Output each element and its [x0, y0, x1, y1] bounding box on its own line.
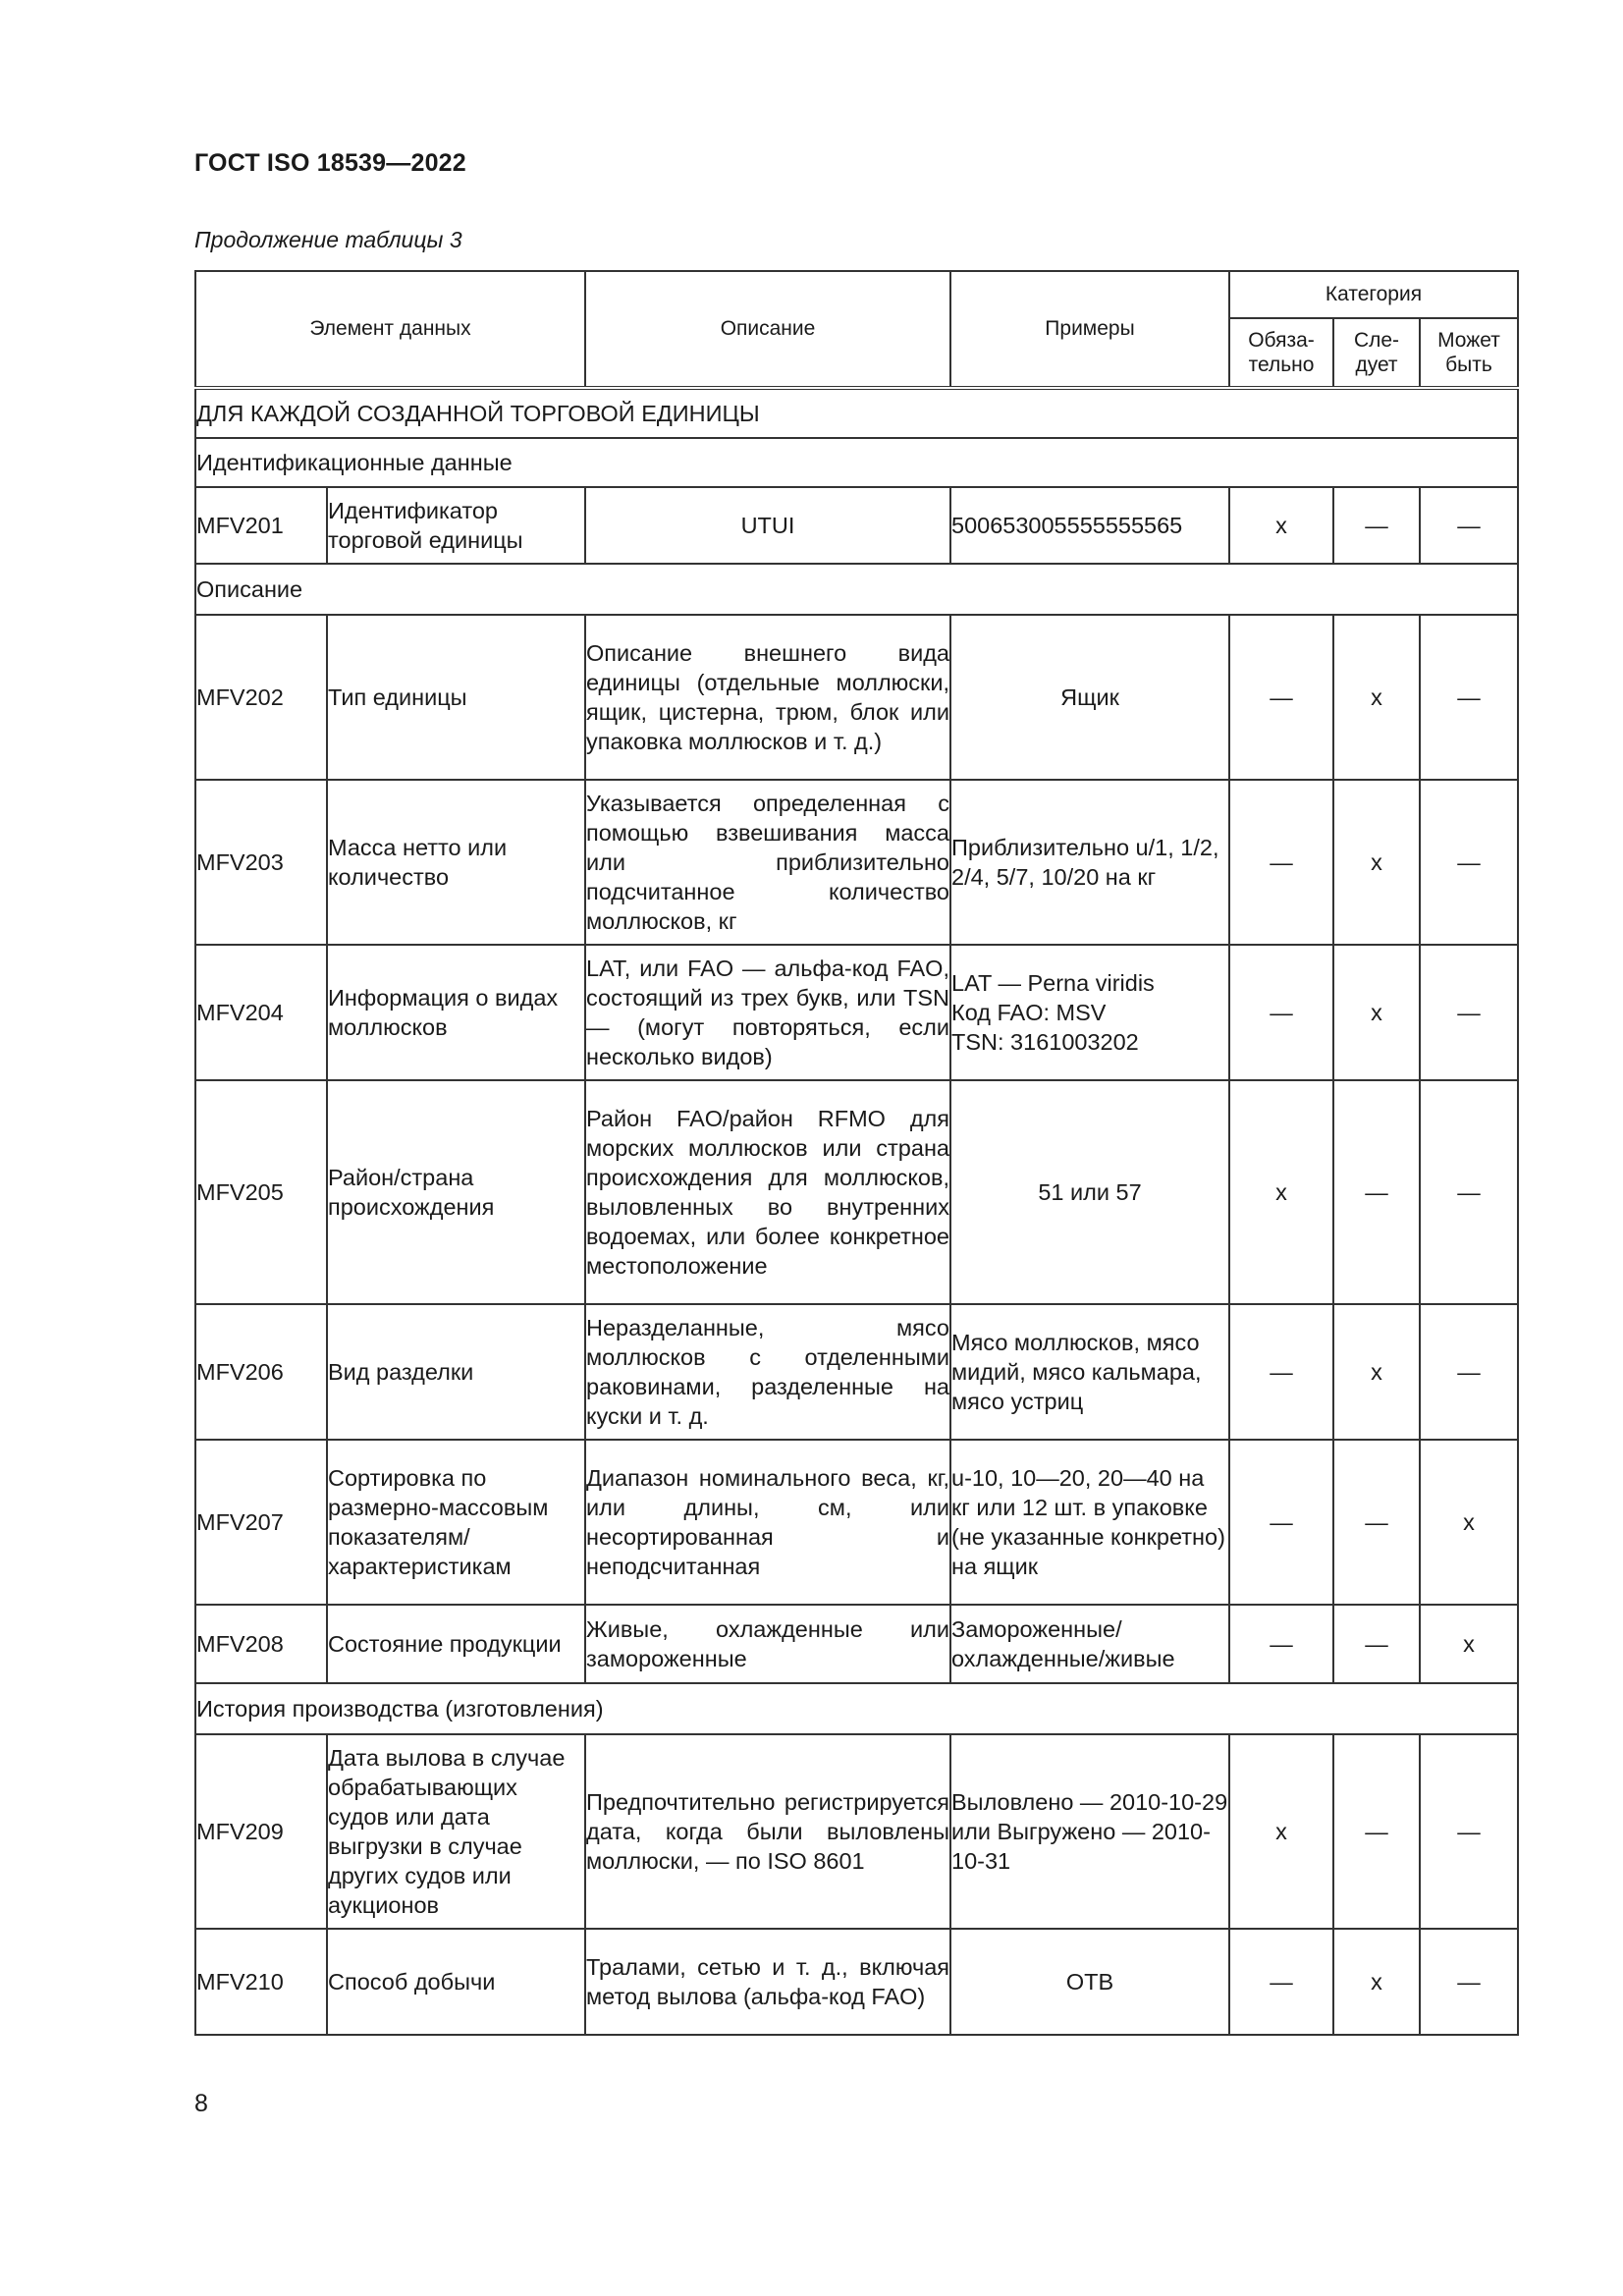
- row-description: Указывается определенная с помощью взвешивания масса или приблизительно подсчитанное количество моллюсков, кг: [585, 780, 950, 945]
- row-code: MFV205: [195, 1080, 327, 1304]
- table-row: [195, 487, 1518, 564]
- table-row: [195, 615, 1518, 780]
- row-should: x: [1333, 1929, 1420, 2035]
- row-should: x: [1333, 780, 1420, 945]
- row-code: MFV209: [195, 1734, 327, 1929]
- row-may: x: [1420, 1440, 1518, 1605]
- table-continuation-caption: Продолжение таблицы 3: [194, 227, 462, 252]
- data-elements-table: [194, 270, 1519, 2036]
- section-row: [195, 388, 1518, 438]
- row-example: Замороженные/охлажденные/живые: [950, 1605, 1229, 1683]
- row-may: x: [1420, 1605, 1518, 1683]
- row-description: Тралами, сетью и т. д., включая метод вылова (альфа-код FAO): [585, 1929, 950, 2035]
- row-mandatory: —: [1229, 1440, 1333, 1605]
- row-mandatory: x: [1229, 487, 1333, 564]
- row-should: x: [1333, 945, 1420, 1080]
- table-row: [195, 1929, 1518, 2035]
- table-row: [195, 945, 1518, 1080]
- row-may: —: [1420, 487, 1518, 564]
- row-mandatory: —: [1229, 1605, 1333, 1683]
- group-identification: Идентификационные данные: [195, 438, 1518, 487]
- row-description: LAT, или FAO — альфа-код FAO, состоящий из трех букв, или TSN — (могут повторяться, если несколько видов): [585, 945, 950, 1080]
- row-name: Вид разделки: [327, 1304, 585, 1440]
- row-code: MFV202: [195, 615, 327, 780]
- row-name: Идентификатор торговой единицы: [327, 487, 585, 564]
- row-mandatory: —: [1229, 945, 1333, 1080]
- row-mandatory: x: [1229, 1734, 1333, 1929]
- header-description: Описание: [585, 271, 950, 388]
- example-line: LAT — Perna viridis: [951, 970, 1155, 996]
- row-example: Выловлено — 2010-10-29 или Выгружено — 2010-10-31: [950, 1734, 1229, 1929]
- row-code: MFV203: [195, 780, 327, 945]
- row-example: Мясо моллюсков, мясо мидий, мясо кальмара, мясо устриц: [950, 1304, 1229, 1440]
- row-name: Способ добычи: [327, 1929, 585, 2035]
- group-row: [195, 438, 1518, 487]
- row-example: Приблизительно u/1, 1/2, 2/4, 5/7, 10/20 на кг: [950, 780, 1229, 945]
- row-description: Предпочтительно регистрируется дата, когда были выловлены моллюски, — по ISO 8601: [585, 1734, 950, 1929]
- row-code: MFV201: [195, 487, 327, 564]
- row-example: 51 или 57: [950, 1080, 1229, 1304]
- row-name: Масса нетто или количество: [327, 780, 585, 945]
- row-should: —: [1333, 1080, 1420, 1304]
- header-data-element: Элемент данных: [195, 271, 585, 388]
- row-name: Тип единицы: [327, 615, 585, 780]
- row-mandatory: —: [1229, 1929, 1333, 2035]
- row-description: UTUI: [585, 487, 950, 564]
- header-mandatory: Обяза- тельно: [1229, 318, 1333, 388]
- row-name: Состояние продукции: [327, 1605, 585, 1683]
- row-mandatory: —: [1229, 780, 1333, 945]
- row-description: Живые, охлажденные или замороженные: [585, 1605, 950, 1683]
- document-header: ГОСТ ISO 18539—2022: [194, 149, 466, 177]
- table-row: [195, 1605, 1518, 1683]
- row-mandatory: x: [1229, 1080, 1333, 1304]
- header-may: Может быть: [1420, 318, 1518, 388]
- header-examples: Примеры: [950, 271, 1229, 388]
- row-example: [950, 945, 1229, 1080]
- row-should: x: [1333, 615, 1420, 780]
- group-description: Описание: [195, 564, 1518, 615]
- header-should: Сле- дует: [1333, 318, 1420, 388]
- header-category: Категория: [1229, 271, 1518, 318]
- row-name: Информация о видах моллюсков: [327, 945, 585, 1080]
- row-may: —: [1420, 945, 1518, 1080]
- row-may: —: [1420, 1734, 1518, 1929]
- row-code: MFV210: [195, 1929, 327, 2035]
- row-may: —: [1420, 1929, 1518, 2035]
- table-row: [195, 1304, 1518, 1440]
- row-may: —: [1420, 615, 1518, 780]
- table-row: [195, 780, 1518, 945]
- row-example: Ящик: [950, 615, 1229, 780]
- row-description: Описание внешнего вида единицы (отдельные моллюски, ящик, цистерна, трюм, блок или упаковка моллюсков и т. д.): [585, 615, 950, 780]
- group-production: История производства (изготовления): [195, 1683, 1518, 1734]
- row-code: MFV208: [195, 1605, 327, 1683]
- row-code: MFV206: [195, 1304, 327, 1440]
- table-row: [195, 1080, 1518, 1304]
- group-row: [195, 564, 1518, 615]
- row-example: OTB: [950, 1929, 1229, 2035]
- row-example: u-10, 10—20, 20—40 на кг или 12 шт. в упаковке (не указанные конкретно) на ящик: [950, 1440, 1229, 1605]
- row-mandatory: —: [1229, 1304, 1333, 1440]
- row-should: —: [1333, 1734, 1420, 1929]
- section-title: ДЛЯ КАЖДОЙ СОЗДАННОЙ ТОРГОВОЙ ЕДИНИЦЫ: [195, 388, 1518, 438]
- row-should: —: [1333, 1605, 1420, 1683]
- row-may: —: [1420, 780, 1518, 945]
- row-should: x: [1333, 1304, 1420, 1440]
- row-code: MFV207: [195, 1440, 327, 1605]
- page-number: 8: [194, 2090, 208, 2117]
- row-should: —: [1333, 1440, 1420, 1605]
- row-description: Район FAO/район RFMO для морских моллюсков или страна происхождения для моллюсков, выловленных во внутренних водоемах, или более конкретное местоположение: [585, 1080, 950, 1304]
- row-name: Сортировка по размерно-массовым показателям/характеристикам: [327, 1440, 585, 1605]
- row-may: —: [1420, 1080, 1518, 1304]
- table-row: [195, 1440, 1518, 1605]
- row-example: 500653005555555565: [950, 487, 1229, 564]
- row-code: MFV204: [195, 945, 327, 1080]
- row-name: Дата вылова в случае обрабатывающих судов или дата выгрузки в случае других судов или аукционов: [327, 1734, 585, 1929]
- row-may: —: [1420, 1304, 1518, 1440]
- row-description: Диапазон номинального веса, кг, или длины, см, или несортированная и неподсчитанная: [585, 1440, 950, 1605]
- group-row: [195, 1683, 1518, 1734]
- row-description: Неразделанные, мясо моллюсков с отделенными раковинами, разделенные на куски и т. д.: [585, 1304, 950, 1440]
- row-should: —: [1333, 487, 1420, 564]
- row-mandatory: —: [1229, 615, 1333, 780]
- example-line: Код FAO: MSV: [951, 1000, 1107, 1025]
- table-row: [195, 1734, 1518, 1929]
- row-name: Район/страна происхождения: [327, 1080, 585, 1304]
- example-line: TSN: 3161003202: [951, 1029, 1139, 1055]
